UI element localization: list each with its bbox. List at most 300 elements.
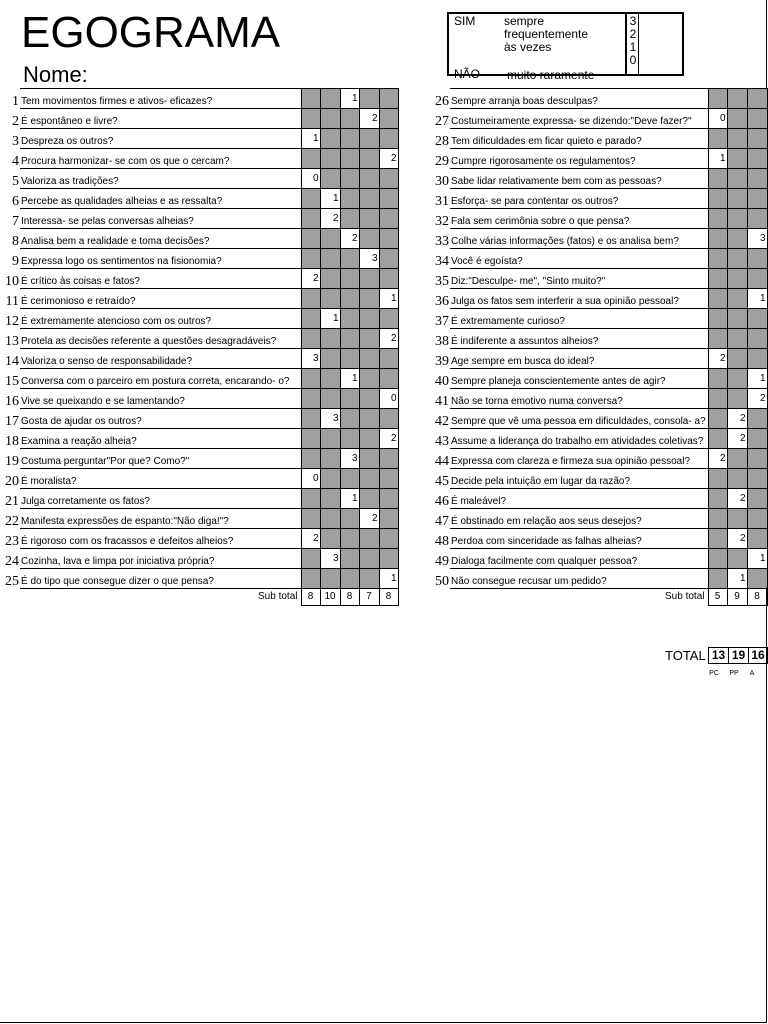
subtotal-value: 8 — [747, 589, 767, 606]
shaded-cell — [727, 229, 747, 249]
subtotal-value: 9 — [727, 589, 747, 606]
question-row — [425, 109, 767, 129]
question-number: 33 — [435, 233, 449, 249]
question-text: Gosta de ajudar os outros? — [20, 409, 301, 429]
question-row — [425, 329, 767, 349]
question-number: 8 — [12, 233, 19, 249]
question-row — [0, 89, 398, 109]
question-row — [0, 169, 398, 189]
shaded-cell — [727, 249, 747, 269]
total-value: 19 — [728, 647, 749, 664]
shaded-cell — [379, 249, 398, 269]
total-value: 13 — [708, 647, 729, 664]
shaded-cell — [340, 509, 359, 529]
question-number: 5 — [12, 173, 19, 189]
shaded-cell — [320, 169, 340, 189]
shaded-cell — [340, 429, 359, 449]
shaded-cell — [359, 329, 379, 349]
shaded-cell — [379, 449, 398, 469]
answer-cell: 2 — [727, 429, 747, 449]
legend-sim: SIM — [454, 14, 476, 28]
question-text: Analisa bem a realidade e toma decisões? — [20, 229, 301, 249]
shaded-cell — [708, 369, 727, 389]
shaded-cell — [747, 489, 767, 509]
question-row — [0, 189, 398, 209]
shaded-cell — [708, 209, 727, 229]
answer-cell: 3 — [359, 249, 379, 269]
shaded-cell — [708, 89, 727, 109]
answer-cell: 3 — [340, 449, 359, 469]
question-row — [425, 529, 767, 549]
question-row — [425, 489, 767, 509]
question-number: 43 — [435, 433, 449, 449]
answer-cell: 2 — [379, 329, 398, 349]
answer-cell: 2 — [359, 509, 379, 529]
answer-cell: 1 — [379, 289, 398, 309]
shaded-cell — [359, 429, 379, 449]
shaded-cell — [301, 389, 320, 409]
shaded-cell — [340, 389, 359, 409]
question-text: Dialoga facilmente com qualquer pessoa? — [450, 549, 708, 569]
shaded-cell — [708, 229, 727, 249]
question-number: 20 — [5, 473, 19, 489]
question-number: 18 — [5, 433, 19, 449]
question-text: Cozinha, lava e limpa por iniciativa própria? — [20, 549, 301, 569]
shaded-cell — [320, 489, 340, 509]
question-text: Manifesta expressões de espanto:"Não diga!"? — [20, 509, 301, 529]
question-number: 4 — [12, 153, 19, 169]
shaded-cell — [379, 409, 398, 429]
shaded-cell — [320, 469, 340, 489]
question-number: 12 — [5, 313, 19, 329]
question-text: É indiferente a assuntos alheios? — [450, 329, 708, 349]
shaded-cell — [301, 89, 320, 109]
question-row — [425, 289, 767, 309]
answer-cell: 2 — [359, 109, 379, 129]
shaded-cell — [320, 129, 340, 149]
question-number: 25 — [5, 573, 19, 589]
shaded-cell — [727, 169, 747, 189]
shaded-cell — [747, 349, 767, 369]
shaded-cell — [708, 309, 727, 329]
answer-cell: 2 — [727, 409, 747, 429]
shaded-cell — [320, 529, 340, 549]
question-row — [425, 509, 767, 529]
question-number: 22 — [5, 513, 19, 529]
shaded-cell — [747, 109, 767, 129]
answer-cell: 1 — [340, 489, 359, 509]
question-row — [425, 449, 767, 469]
shaded-cell — [359, 389, 379, 409]
question-text: Julga os fatos sem interferir a sua opinião pessoal? — [450, 289, 708, 309]
shaded-cell — [747, 189, 767, 209]
question-text: Sempre arranja boas desculpas? — [450, 89, 708, 109]
question-text: Protela as decisões referente a questões desagradáveis? — [20, 329, 301, 349]
legend-value: 1 — [629, 40, 637, 54]
shaded-cell — [379, 309, 398, 329]
shaded-cell — [340, 349, 359, 369]
shaded-cell — [301, 229, 320, 249]
shaded-cell — [359, 269, 379, 289]
question-number: 13 — [5, 333, 19, 349]
answer-cell: 3 — [301, 349, 320, 369]
shaded-cell — [320, 449, 340, 469]
legend-label-as-vezes: às vezes — [504, 40, 552, 54]
question-number: 32 — [435, 213, 449, 229]
subtotal-row — [0, 589, 398, 606]
question-row — [425, 149, 767, 169]
left-question-table — [0, 88, 399, 606]
question-number: 35 — [435, 273, 449, 289]
page-title: EGOGRAMA — [21, 8, 281, 57]
shaded-cell — [379, 349, 398, 369]
question-number: 48 — [435, 533, 449, 549]
question-row — [425, 549, 767, 569]
shaded-cell — [747, 249, 767, 269]
answer-cell: 2 — [747, 389, 767, 409]
shaded-cell — [359, 569, 379, 589]
question-text: Não se torna emotivo numa conversa? — [450, 389, 708, 409]
shaded-cell — [727, 209, 747, 229]
shaded-cell — [747, 329, 767, 349]
shaded-cell — [708, 249, 727, 269]
question-row — [425, 429, 767, 449]
shaded-cell — [320, 349, 340, 369]
question-text: Sempre que vê uma pessoa em dificuldades, consola- a? — [450, 409, 708, 429]
shaded-cell — [359, 469, 379, 489]
question-number: 2 — [12, 113, 19, 129]
question-text: Assume a liderança do trabalho em atividades coletivas? — [450, 429, 708, 449]
shaded-cell — [727, 549, 747, 569]
shaded-cell — [301, 549, 320, 569]
question-number: 14 — [5, 353, 19, 369]
question-number: 44 — [435, 453, 449, 469]
question-row — [0, 549, 398, 569]
question-row — [0, 429, 398, 449]
question-row — [0, 529, 398, 549]
answer-cell: 2 — [708, 349, 727, 369]
question-row — [0, 129, 398, 149]
total-code: A — [749, 670, 755, 677]
shaded-cell — [340, 209, 359, 229]
question-number: 30 — [435, 173, 449, 189]
shaded-cell — [301, 329, 320, 349]
question-text: Colhe várias informações (fatos) e os analisa bem? — [450, 229, 708, 249]
shaded-cell — [708, 169, 727, 189]
shaded-cell — [727, 349, 747, 369]
answer-cell: 2 — [301, 269, 320, 289]
shaded-cell — [708, 329, 727, 349]
shaded-cell — [301, 569, 320, 589]
shaded-cell — [359, 529, 379, 549]
shaded-cell — [320, 269, 340, 289]
question-text: Julga corretamente os fatos? — [20, 489, 301, 509]
shaded-cell — [379, 109, 398, 129]
question-number: 24 — [5, 553, 19, 569]
shaded-cell — [708, 289, 727, 309]
question-text: Age sempre em busca do ideal? — [450, 349, 708, 369]
shaded-cell — [340, 309, 359, 329]
question-row — [0, 289, 398, 309]
question-row — [0, 449, 398, 469]
shaded-cell — [708, 569, 727, 589]
shaded-cell — [747, 429, 767, 449]
question-row — [425, 349, 767, 369]
answer-cell: 1 — [727, 569, 747, 589]
question-number: 36 — [435, 293, 449, 309]
shaded-cell — [708, 269, 727, 289]
question-row — [0, 249, 398, 269]
shaded-cell — [747, 89, 767, 109]
shaded-cell — [708, 129, 727, 149]
legend-divider — [625, 14, 627, 76]
question-text: Percebe as qualidades alheias e as ressalta? — [20, 189, 301, 209]
question-row — [0, 309, 398, 329]
question-row — [0, 149, 398, 169]
answer-cell: 1 — [379, 569, 398, 589]
shaded-cell — [379, 549, 398, 569]
question-number: 49 — [435, 553, 449, 569]
question-row — [425, 409, 767, 429]
question-text: É espontâneo e livre? — [20, 109, 301, 129]
answer-cell: 2 — [727, 529, 747, 549]
question-row — [0, 269, 398, 289]
shaded-cell — [379, 129, 398, 149]
shaded-cell — [727, 389, 747, 409]
shaded-cell — [301, 489, 320, 509]
shaded-cell — [301, 289, 320, 309]
shaded-cell — [359, 449, 379, 469]
shaded-cell — [340, 409, 359, 429]
shaded-cell — [301, 149, 320, 169]
question-text: Sabe lidar relativamente bem com as pessoas? — [450, 169, 708, 189]
shaded-cell — [340, 249, 359, 269]
question-text: Fala sem cerimônia sobre o que pensa? — [450, 209, 708, 229]
nome-label: Nome: — [23, 62, 88, 87]
legend-label-sempre: sempre — [504, 14, 545, 28]
shaded-cell — [727, 289, 747, 309]
shaded-cell — [340, 149, 359, 169]
subtotal-value: 8 — [340, 589, 359, 606]
question-number: 21 — [5, 493, 19, 509]
shaded-cell — [379, 269, 398, 289]
shaded-cell — [320, 389, 340, 409]
legend-divider — [638, 14, 639, 76]
question-number: 3 — [12, 133, 19, 149]
shaded-cell — [747, 149, 767, 169]
question-number: 11 — [5, 293, 19, 309]
shaded-cell — [359, 209, 379, 229]
subtotal-value: 7 — [359, 589, 379, 606]
shaded-cell — [708, 509, 727, 529]
shaded-cell — [340, 189, 359, 209]
question-row — [425, 129, 767, 149]
answer-cell: 2 — [340, 229, 359, 249]
shaded-cell — [379, 489, 398, 509]
answer-cell: 3 — [320, 549, 340, 569]
total-code: PP — [729, 670, 739, 677]
question-text: Diz:"Desculpe- me", "Sinto muito?" — [450, 269, 708, 289]
shaded-cell — [747, 309, 767, 329]
question-number: 7 — [12, 213, 19, 229]
total-code: PC — [709, 670, 719, 677]
shaded-cell — [727, 129, 747, 149]
shaded-cell — [708, 409, 727, 429]
legend-label-muito-raramente: muito raramente — [507, 68, 595, 82]
shaded-cell — [747, 449, 767, 469]
question-row — [0, 489, 398, 509]
shaded-cell — [359, 489, 379, 509]
answer-cell: 1 — [320, 309, 340, 329]
shaded-cell — [301, 209, 320, 229]
question-text: Você é egoísta? — [450, 249, 708, 269]
question-text: Interessa- se pelas conversas alheias? — [20, 209, 301, 229]
question-text: Conversa com o parceiro em postura correta, encarando- o? — [20, 369, 301, 389]
subtotal-value: 8 — [301, 589, 320, 606]
question-row — [0, 409, 398, 429]
shaded-cell — [379, 229, 398, 249]
legend-value: 3 — [629, 14, 637, 28]
question-number: 42 — [435, 413, 449, 429]
shaded-cell — [727, 329, 747, 349]
subtotal-value: 10 — [320, 589, 340, 606]
question-text: Expressa com clareza e firmeza sua opinião pessoal? — [450, 449, 708, 469]
question-row — [425, 469, 767, 489]
question-text: Não consegue recusar um pedido? — [450, 569, 708, 589]
question-text: Valoriza as tradições? — [20, 169, 301, 189]
shaded-cell — [320, 109, 340, 129]
question-row — [0, 569, 398, 589]
shaded-cell — [340, 269, 359, 289]
shaded-cell — [727, 509, 747, 529]
subtotal-label: Sub total — [258, 591, 298, 603]
shaded-cell — [301, 429, 320, 449]
shaded-cell — [747, 409, 767, 429]
total-label: TOTAL — [665, 648, 706, 663]
question-text: Tem dificuldades em ficar quieto e parado? — [450, 129, 708, 149]
shaded-cell — [727, 189, 747, 209]
answer-cell: 3 — [747, 229, 767, 249]
shaded-cell — [301, 509, 320, 529]
shaded-cell — [359, 229, 379, 249]
shaded-cell — [340, 169, 359, 189]
question-row — [425, 169, 767, 189]
shaded-cell — [340, 469, 359, 489]
answer-cell: 2 — [320, 209, 340, 229]
legend-value: 2 — [629, 27, 637, 41]
question-number: 16 — [5, 393, 19, 409]
right-question-table — [425, 88, 768, 606]
shaded-cell — [379, 509, 398, 529]
shaded-cell — [340, 109, 359, 129]
total-value: 16 — [748, 647, 768, 664]
question-text: É cerimonioso e retraído? — [20, 289, 301, 309]
shaded-cell — [301, 249, 320, 269]
question-text: Decide pela intuição em lugar da razão? — [450, 469, 708, 489]
question-number: 50 — [435, 573, 449, 589]
shaded-cell — [727, 369, 747, 389]
question-text: Costumeiramente expressa- se dizendo:"Deve fazer?" — [450, 109, 708, 129]
question-row — [0, 509, 398, 529]
answer-cell: 1 — [747, 549, 767, 569]
shaded-cell — [727, 89, 747, 109]
question-number: 47 — [435, 513, 449, 529]
question-number: 6 — [12, 193, 19, 209]
question-row — [0, 109, 398, 129]
shaded-cell — [340, 529, 359, 549]
question-number: 27 — [435, 113, 449, 129]
answer-cell: 1 — [320, 189, 340, 209]
shaded-cell — [359, 349, 379, 369]
shaded-cell — [727, 469, 747, 489]
subtotal-spacer — [425, 589, 450, 606]
shaded-cell — [301, 449, 320, 469]
shaded-cell — [359, 129, 379, 149]
question-text: É crítico às coisas e fatos? — [20, 269, 301, 289]
answer-cell: 1 — [747, 369, 767, 389]
question-row — [0, 229, 398, 249]
answer-cell: 2 — [727, 489, 747, 509]
question-number: 9 — [12, 253, 19, 269]
question-number: 38 — [435, 333, 449, 349]
question-row — [425, 229, 767, 249]
answer-cell: 2 — [301, 529, 320, 549]
shaded-cell — [708, 529, 727, 549]
shaded-cell — [359, 309, 379, 329]
legend-nao: NÃO — [454, 67, 481, 81]
shaded-cell — [320, 89, 340, 109]
answer-cell: 3 — [320, 409, 340, 429]
shaded-cell — [320, 249, 340, 269]
shaded-cell — [747, 129, 767, 149]
shaded-cell — [301, 109, 320, 129]
answer-cell: 2 — [379, 429, 398, 449]
shaded-cell — [320, 289, 340, 309]
question-row — [0, 209, 398, 229]
shaded-cell — [727, 309, 747, 329]
question-text: Costuma perguntar"Por que? Como?" — [20, 449, 301, 469]
question-text: É moralista? — [20, 469, 301, 489]
question-row — [425, 209, 767, 229]
question-number: 23 — [5, 533, 19, 549]
question-text: É extremamente atencioso com os outros? — [20, 309, 301, 329]
question-row — [0, 469, 398, 489]
shaded-cell — [727, 449, 747, 469]
question-number: 41 — [435, 393, 449, 409]
subtotal-row — [425, 589, 767, 606]
question-number: 34 — [435, 253, 449, 269]
answer-cell: 2 — [379, 149, 398, 169]
shaded-cell — [320, 569, 340, 589]
shaded-cell — [727, 109, 747, 129]
question-text: É maleável? — [450, 489, 708, 509]
question-text: Perdoa com sinceridade as falhas alheias? — [450, 529, 708, 549]
shaded-cell — [379, 209, 398, 229]
shaded-cell — [340, 549, 359, 569]
legend-value: 0 — [629, 53, 637, 67]
question-number: 10 — [5, 273, 19, 289]
shaded-cell — [727, 149, 747, 169]
question-text: Expressa logo os sentimentos na fisionomia? — [20, 249, 301, 269]
shaded-cell — [379, 469, 398, 489]
shaded-cell — [379, 369, 398, 389]
answer-cell: 1 — [301, 129, 320, 149]
question-row — [425, 189, 767, 209]
question-text: É extremamente curioso? — [450, 309, 708, 329]
question-row — [425, 389, 767, 409]
answer-cell: 1 — [747, 289, 767, 309]
shaded-cell — [747, 529, 767, 549]
